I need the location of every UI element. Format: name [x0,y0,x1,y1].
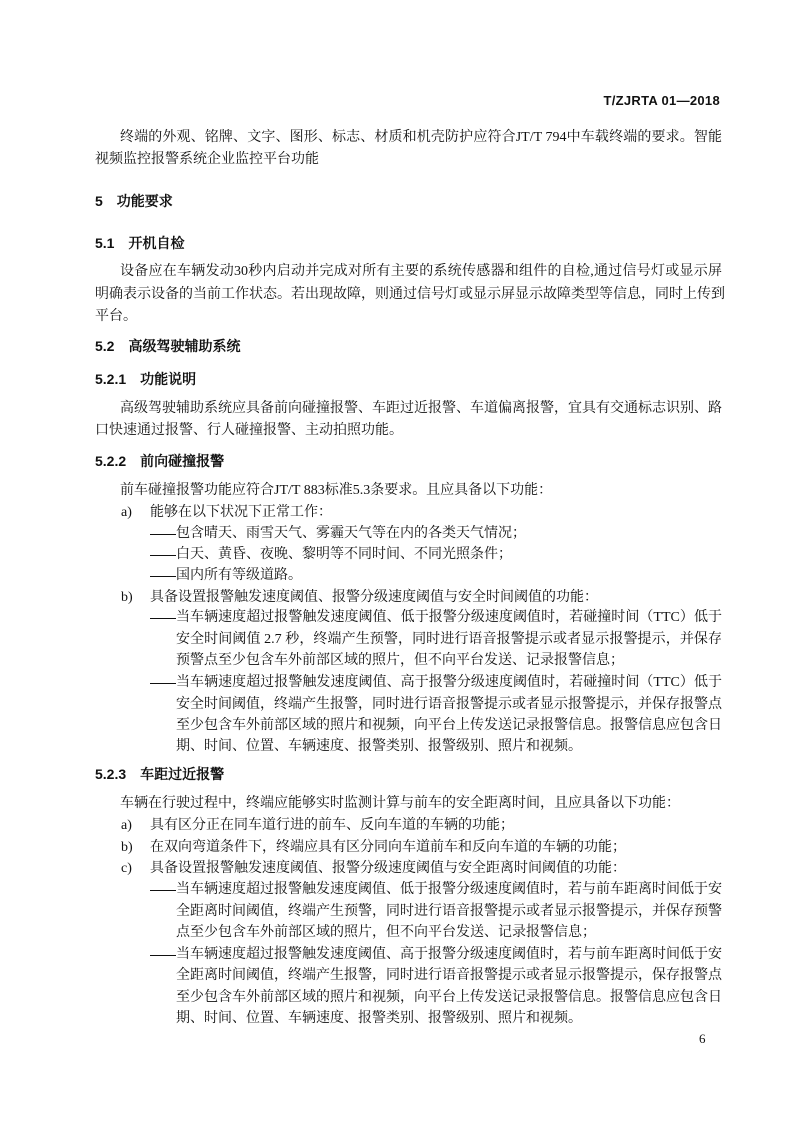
list-item: 具备设置报警触发速度阈值、报警分级速度阈值与安全距离时间阈值的功能： [150,861,626,876]
dash-list-continuation: 点至少包含车外前部区域的照片，但不向平台发送、记录报警信息； [176,925,596,940]
document-id: T/ZJRTA 01—2018 [603,93,720,108]
paragraph-line: 设备应在车辆发动30秒内启动并完成对所有主要的系统传感器和组件的自检,通过信号灯或显示屏 [120,264,722,279]
section-heading [95,764,224,784]
dash-list-item: 当车辆速度超过报警触发速度阈值、低于报警分级速度阈值时，若碰撞时间（TTC）低于 [176,610,722,625]
em-dash-marker [150,534,176,535]
section-title: 高级驾驶辅助系统 [128,338,241,354]
section-number: 5.2.3 [95,766,127,782]
paragraph-line: 明确表示设备的当前工作状态。若出现故障，则通过信号灯或显示屏显示故障类型等信息，同时上传到 [95,287,725,302]
dash-list-continuation: 至少包含车外前部区域的照片和视频，向平台上传发送记录报警信息。报警信息应包含日 [176,990,722,1005]
paragraph-line: 前车碰撞报警功能应符合JT/T 883标准5.3条要求。且应具备以下功能： [120,483,553,498]
section-heading [95,451,224,471]
section-number: 5.2.2 [95,453,127,469]
list-item: 具有区分正在同车道行进的前车、反向车道的车辆的功能； [150,818,514,833]
section-number: 5 [95,193,103,209]
dash-list-continuation: 期、时间、位置、车辆速度、报警类别、报警级别、照片和视频。 [176,1011,582,1026]
section-heading [95,336,240,356]
dash-list-continuation: 全距离时间阈值，终端产生预警，同时进行语音报警提示或者显示报警提示，并保存预警 [176,904,722,919]
list-marker: b) [121,840,133,855]
section-number: 5.2 [95,338,115,354]
section-title: 前向碰撞报警 [140,453,225,469]
section-heading [95,369,196,389]
page-number: 6 [699,1031,706,1046]
section-number: 5.2.1 [95,371,127,387]
dash-list-item: 白天、黄昏、夜晚、黎明等不同时间、不同光照条件； [176,547,512,562]
em-dash-marker [150,555,176,556]
dash-list-continuation: 安全时间阈值 2.7 秒，终端产生预警，同时进行语音报警提示或者显示报警提示，并保存 [176,632,722,647]
section-number: 5.1 [95,235,115,251]
list-item: 在双向弯道条件下，终端应具有区分同向车道前车和反向车道的车辆的功能； [150,840,626,855]
dash-list-continuation: 安全时间阈值，终端产生报警，同时进行语音报警提示或者显示报警提示，并保存报警点 [176,697,722,712]
em-dash-marker [150,683,176,684]
dash-list-item: 包含晴天、雨雪天气、雾霾天气等在内的各类天气情况； [176,526,526,541]
dash-list-item: 当车辆速度超过报警触发速度阈值、高于报警分级速度阈值时，若与前车距离时间低于安 [176,947,722,962]
dash-list-continuation: 期、时间、位置、车辆速度、报警类别、报警级别、照片和视频。 [176,739,582,754]
paragraph-line: 终端的外观、铭牌、文字、图形、标志、材质和机壳防护应符合JT/T 794中车载终端的要求。智能 [120,130,722,145]
section-heading [95,233,184,253]
list-item: 具备设置报警触发速度阈值、报警分级速度阈值与安全时间阈值的功能： [150,590,598,605]
dash-list-item: 当车辆速度超过报警触发速度阈值、高于报警分级速度阈值时，若碰撞时间（TTC）低于 [176,675,722,690]
section-title: 功能说明 [140,371,197,387]
section-title: 开机自检 [128,235,185,251]
section-title: 车距过近报警 [140,766,225,782]
list-marker: a) [121,818,132,833]
paragraph-line: 口快速通过报警、行人碰撞报警、主动拍照功能。 [95,423,403,438]
section-title: 功能要求 [116,193,173,209]
paragraph-line: 平台。 [95,309,137,324]
em-dash-marker [150,576,176,577]
dash-list-item: 国内所有等级道路。 [176,568,302,583]
em-dash-marker [150,955,176,956]
list-marker: a) [121,505,132,520]
section-heading [95,191,173,211]
dash-list-continuation: 全距离时间阈值，终端产生报警，同时进行语音报警提示或者显示报警提示，保存报警点 [176,968,722,983]
list-marker: c) [121,861,132,876]
list-item: 能够在以下状况下正常工作： [150,505,332,520]
em-dash-marker [150,890,176,891]
dash-list-continuation: 预警点至少包含车外前部区域的照片，但不向平台发送、记录报警信息； [176,653,624,668]
dash-list-continuation: 至少包含车外前部区域的照片和视频，向平台上传发送记录报警信息。报警信息应包含日 [176,718,722,733]
paragraph-line: 高级驾驶辅助系统应具备前向碰撞报警、车距过近报警、车道偏离报警，宜具有交通标志识别、路 [120,401,722,416]
em-dash-marker [150,618,176,619]
list-marker: b) [121,590,133,605]
paragraph-line: 视频监控报警系统企业监控平台功能 [95,152,319,167]
paragraph-line: 车辆在行驶过程中，终端应能够实时监测计算与前车的安全距离时间，且应具备以下功能： [120,796,680,811]
dash-list-item: 当车辆速度超过报警触发速度阈值、低于报警分级速度阈值时，若与前车距离时间低于安 [176,882,722,897]
